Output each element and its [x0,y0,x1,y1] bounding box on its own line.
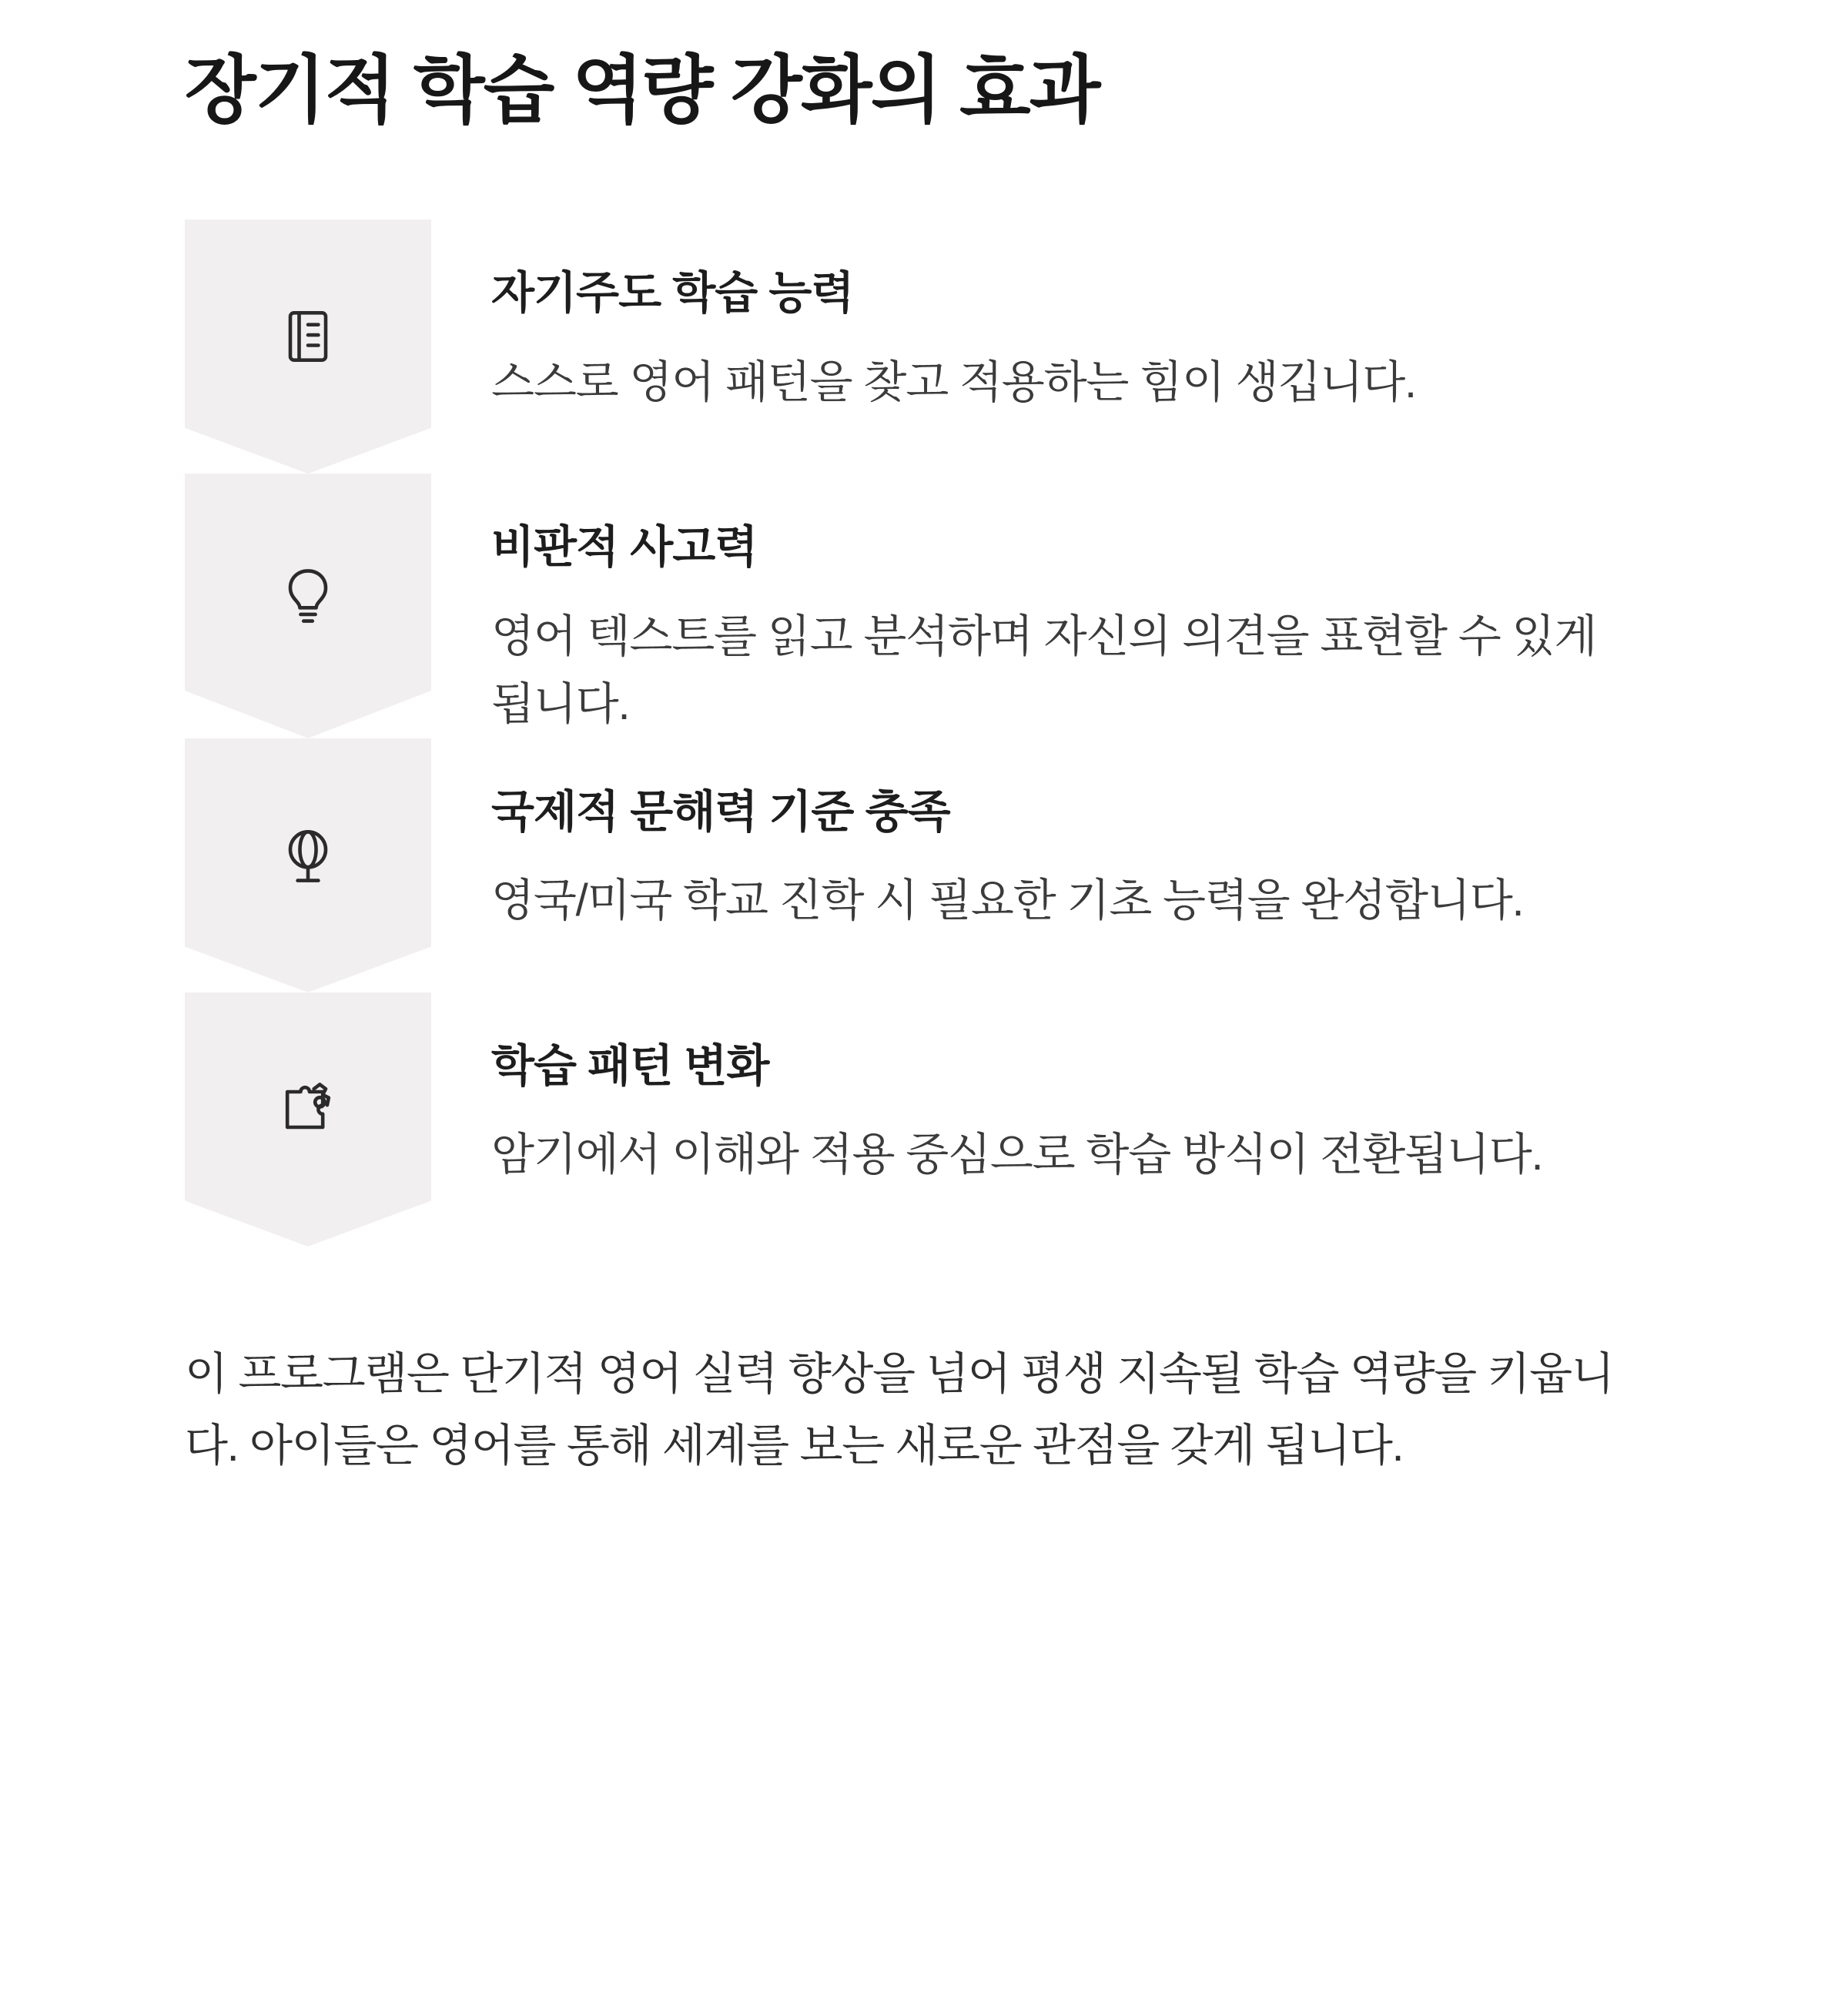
list-item [185,738,1663,992]
effects-list [185,219,1663,1247]
list-item [185,219,1663,474]
list-item [185,474,1663,738]
effect-description: 암기에서 이해와 적용 중심으로 학습 방식이 전환됩니다. [491,1130,1543,1180]
chevron-marker [185,738,431,992]
effect-title: 비판적 사고력 [491,522,758,573]
effect-description: 영어 텍스트를 읽고 분석하며 자신의 의견을 표현할 수 있게 됩니다. [491,611,1597,729]
lightbulb-icon [266,554,350,638]
effect-text-block [431,219,1663,417]
page-title: 장기적 학습 역량 강화의 효과 [185,49,1100,132]
effect-description: 영국/미국 학교 진학 시 필요한 기초 능력을 완성합니다. [491,875,1524,926]
chevron-marker [185,474,431,738]
chevron-marker [185,219,431,474]
effect-text-block [431,474,1663,738]
closing-paragraph: 이 프로그램은 단기적 영어 실력 향상을 넘어 평생 지속될 학습 역량을 키웁니다. 아이들은 영어를 통해 세계를 보는 새로운 관점을 갖게 됩니다. [185,1348,1614,1471]
effect-text-block [431,992,1663,1190]
list-item [185,992,1663,1247]
effect-title: 자기주도 학습 능력 [491,268,854,319]
book-icon [266,294,350,379]
globe-icon [266,813,350,898]
effect-text-block [431,738,1663,936]
puzzle-icon [266,1067,350,1152]
effect-title: 학습 패턴 변화 [491,1040,769,1091]
effect-title: 국제적 문해력 기준 충족 [491,786,950,837]
effect-description: 스스로 영어 패턴을 찾고 적용하는 힘이 생깁니다. [491,356,1416,407]
chevron-marker [185,992,431,1247]
